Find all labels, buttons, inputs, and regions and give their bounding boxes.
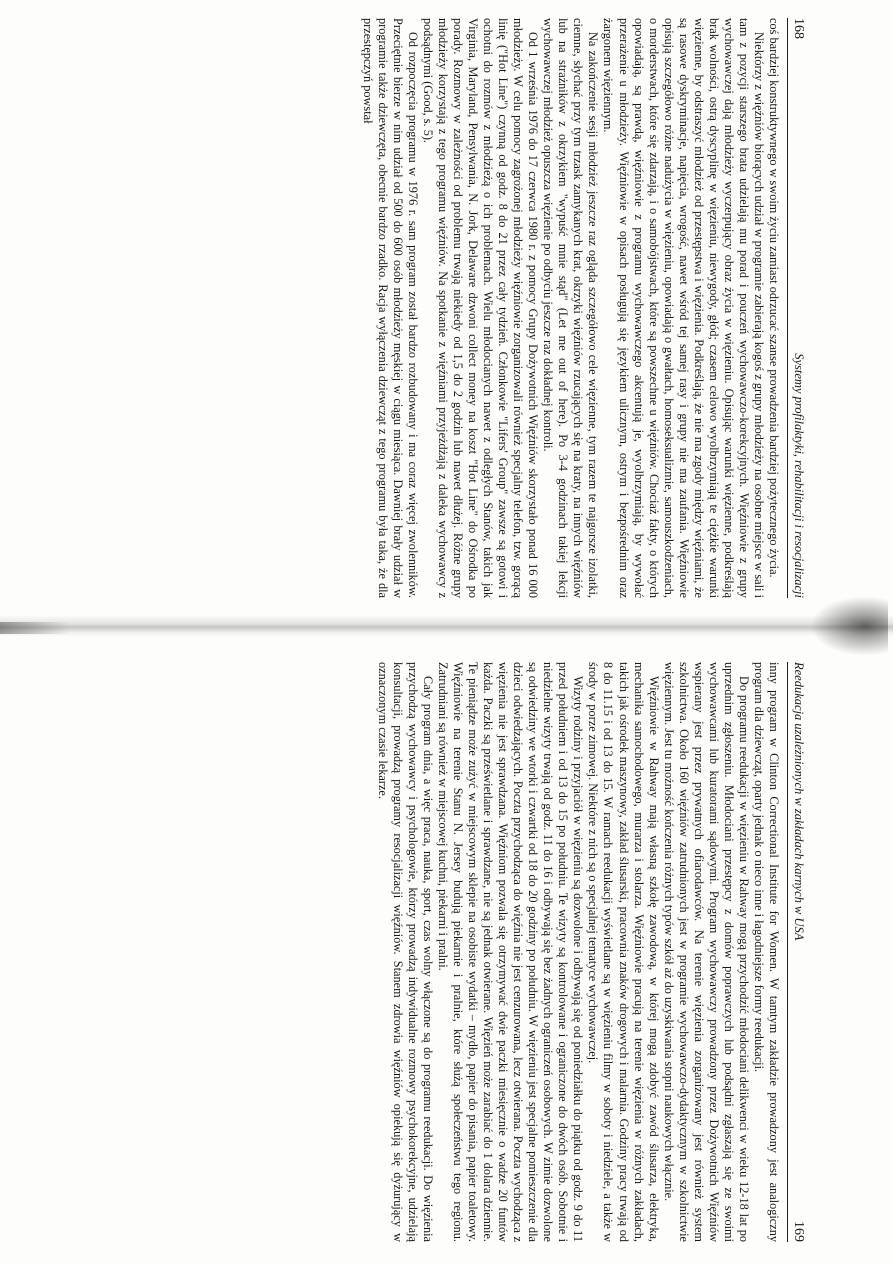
paragraph: Do programu reedukacji w więzieniu w Rahway mogą przychodzić młodociani delikwenci w wieku 12-18 lat po uprzednim zgłoszeniu. Młodociani przestępcy z domów poprawczych lub podsądni zgłaszają się ze swoimi wychowawcami lub kuratorami sądowymi. Program wychowawczy prowadzony przez Dożywotnich Więźniów wspierany jest przez prywatnych ofiarodawców. Na terenie więzienia zorganizowany jest również system szkolnictwa. Około 160 więźniów zatrudnionych jest w programie wychowawczo-dydaktycznym w szkolnictwie więziennym. Jest tu możność kończenia różnych typów szkół aż do uzyskiwania stopni naukowych włącznie. [661, 662, 751, 1242]
paragraph: Na zakończenie sesji młodzież jeszcze raz ogląda szczegółowo cele więzienne, tym razem te najgorsze izolatki, ciemne, słychać przy tym trzask zamykanych krat, okrzyki więźniów rzucających się na kraty, na innych więźniów lub na strażników z okrzykiem "wypuść mnie stąd" (Let me out of here). Po 3-4 godzinach takiej lekcji wychowawczej młodzież opuszcza więzienie po odbyciu jeszcze raz dokładnej kontroli. [541, 18, 601, 598]
book-fold-shadow [0, 615, 893, 637]
paragraph: Wizyty rodziny i przyjaciół w więzieniu są dozwolone i odbywają się od poniedziałku do piątku od godz. 9 do 11 przed południem i od 13 do 15 po południu. Te wizyty są kontrolowane i ograniczone do dwóch osób. Sobotnie i niedzielne wizyty trwają od godz. 11 do 16 i odbywają się bez żadnych ograniczeń osobowych. W zimie dozwolone są odwiedziny we wtorki i czwartki od 18 do 20 godziny po południu. W więzieniu jest specjalne pomieszczenie dla dzieci odwiedzających. Poczta przychodząca do więźnia nie jest cenzurowana, lecz otwierana. Poczta wychodząca z więzienia nie jest sprawdzana. Więźniom pozwala się otrzymywać dwie paczki miesięcznie o wadze 20 funtów każda. Paczki są prześwietlane i sprawdzane, nie są jednak otwierane. Więzień może zarabiać do 1 dolara dziennie. Te pieniądze może zużyć w miejscowym sklepie na osobiste wydatki – mydło, papier do pisania, papier toaletowy. Więźniowie na terenie Stanu N. Jersey budują piekarnie i pralnie, które służą społeczeństwu tego regionu. Zatrudniani są również w miejscowej kuchni, piekarni i pralni. [435, 662, 586, 1242]
page-body [375, 662, 781, 1242]
running-title: Systemy profilaktyki, rehabilitacji i resocjalizacji [792, 353, 806, 598]
running-header [787, 18, 806, 598]
page-number: 169 [791, 1221, 806, 1242]
left-page-168 [76, 18, 806, 598]
paragraph: Więźniowie w Rahway mają własną szkołę zawodową, w której mogą zdobyć zawód ślusarza, elektryka, mechanika samochodowego, murarza i stolarza. Więźniowie pracują na terenie więzienia w różnych zakładach, takich jak ośrodek maszynowy, zakład ślusarski, pracownia znaków drogowych i malarnia. Godziny pracy trwają od 8 do 11.15 i od 13 do 15. W ramach reedukacji wyświetlane są w więzieniu filmy w soboty i niedziele, a także w środy w porze zimowej. Niektóre z nich są o specjalnej tematyce wychowawczej. [586, 662, 661, 1242]
scan-smudge [810, 596, 888, 656]
right-page-169 [76, 662, 806, 1242]
running-header [787, 662, 806, 1242]
paragraph: inny program w Clinton Correctional Institute for Women. W tamtym zakładzie prowadzony jest analogiczny program dla dziewcząt, oparty jednak o nieco inne i łagodniejsze formy reedukacji. [751, 662, 781, 1242]
scan-smudge [0, 622, 70, 634]
page-number: 168 [791, 18, 806, 39]
paragraph: Niektórzy z więźniów biorących udział w programie zabierają kogoś z grupy młodzieży na osobne miejsce w sali i tam z pozycji starszego brata udzielają mu porad i pouczeń wychowawczo-korekcyjnych. Więźniowie z grupy wychowawczej dają młodzieży wyczerpujący obraz życia w więzieniu. Opisując warunki więzienne, podkreślają brak wolności, ostrą dyscyplinę w więzieniu, niewygody, głód; czasem celowo wyolbrzymiają te ciężkie warunki więzienne, by odstraszyć młodzież od przestępstwa i więzienia. Podkreślają, że nie ma zgody między więźniami, że są rasowe dyskryminacje, napięcia, wrogość, nawet wśród tej samej rasy i grupy nie ma zaufania. Więźniowie opisują szczegółowo różne nadużycia w więzieniu, opowiadają o gwałtach, homoseksualizmie, samouszkodzeniach, o morderstwach, które się zdarzają, i o samobójstwach, które są powszechne u więźniów. Chociaż fakty, o których opowiadają, są prawdą, więźniowie z programu wychowawczego akcentują je, wyolbrzymiają, by wywołać przerażenie u młodzieży. Więźniowie w opisach posługują się językiem ulicznym, ostrym i bezpośrednim oraz żargonem więziennym. [601, 18, 766, 598]
paragraph: Cały program dnia, a więc praca, nauka, sport, czas wolny włączone są do programu reedukacji. Do więzienia przychodzą wychowawcy i psychologowie, którzy prowadzą indywidualne rozmowy psychokorekcyjne, udzielają konsultacji, prowadzą programy resocjalizacji więźniów. Stanem zdrowia więźniów opiekują się dyżurujący w oznaczonym czasie lekarze. [375, 662, 435, 1242]
paragraph: Od 1 września 1976 do 17 czerwca 1980 r. z pomocy Grupy Dożywotnich Więźniów skorzystało ponad 16 000 młodzieży. W celu pomocy zagrożonej młodzieży więźniowie zorganizowali również specjalny telefon, tzw. gorącą linię ("Hot Line") czynną od godz. 8 do 21 przez cały tydzień. Członkowie "Lifers' Group" zawsze są gotowi i ochotni do rozmów z młodzieżą o ich problemach. Wielu młodocianych nawet z odległych Stanów, takich jak Virginia, Maryland, Pensylwania, N. Jork, Delaware dzwoni collect money na koszt "Hot Line" do Ośrodka po porady. Rozmowy w zależności od problemu trwają niekiedy od 1,5 do 2 godzin lub nawet dłużej. Różne grupy młodzieży korzystają z tego programu więźniów. Na spotkanie z więźniami przyjeżdżają z daleka wychowawcy z podsądnymi (Good, s. 5). [420, 18, 541, 598]
running-title: Reedukacja uzależnionych w zakładach karnych w USA [792, 662, 806, 941]
page-body [360, 18, 781, 598]
paragraph: coś bardziej konstruktywnego w swoim życiu zamiast odrzucać szanse prowadzenia bardziej pożytecznego życia. [767, 18, 781, 578]
paragraph: Od rozpoczęcia programu w 1976 r. sam program został bardzo rozbudowany i ma coraz więcej zwolenników. Przeciętnie bierze w nim udział od 500 do 600 osób młodzieży męskiej w ciągu miesiąca. Dawniej brały udział w programie także dziewczęta, obecnie bardzo rzadko. Racja wyłączenia dziewcząt z tego programu była taka, że dla przestępczyń powstał [360, 18, 420, 598]
